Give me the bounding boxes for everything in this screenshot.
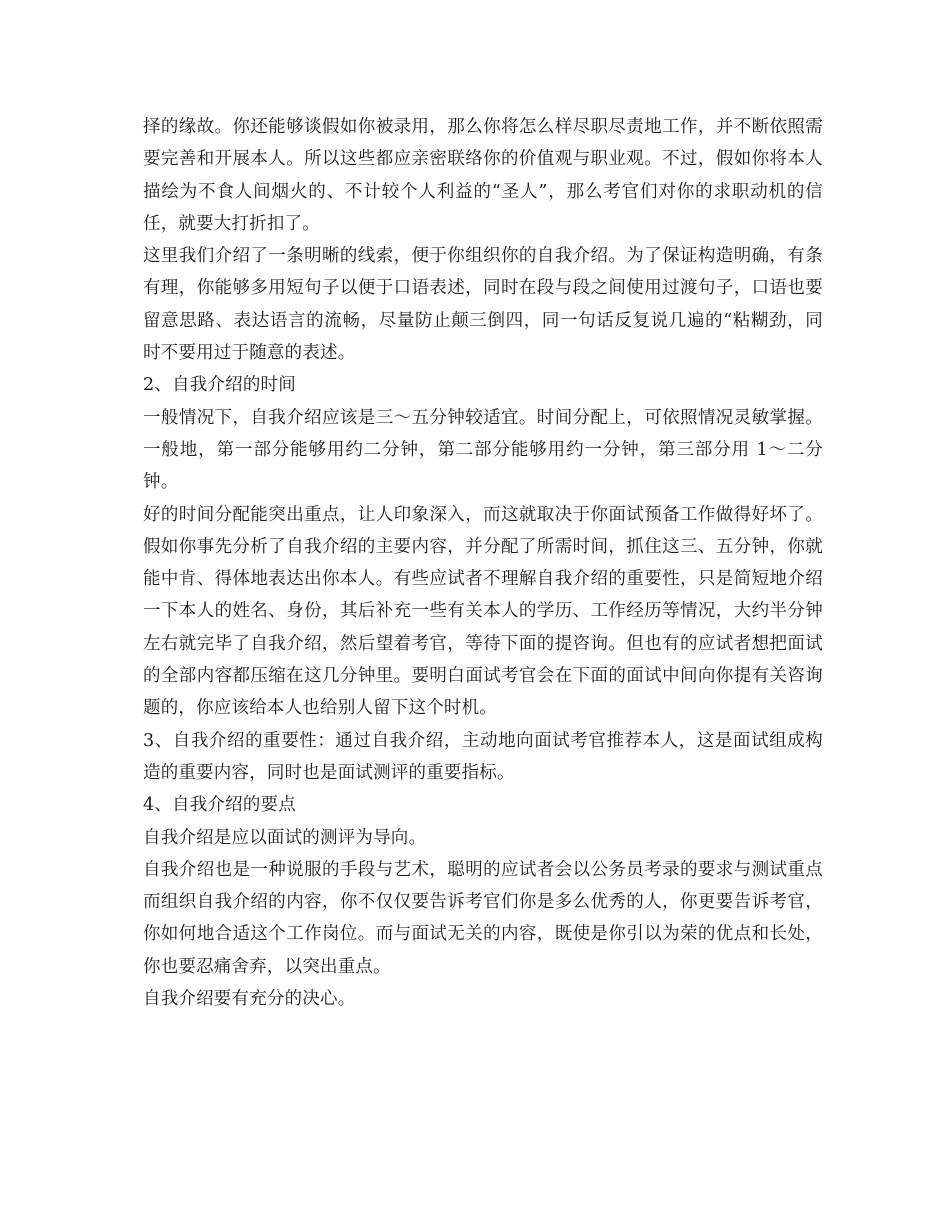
paragraph-confidence: 自我介绍要有充分的决心。	[143, 989, 356, 1010]
paragraph-clue: 这里我们介绍了一条明晰的线索，便于你组织你的自我介绍。为了保证构造明确，有条有理，你能够多用短句子以便于口语表述，同时在段与段之间使用过渡句子，口语也要留意思路、表达语言的流畅，尽量防止颠三倒四，同一句话反复说几遍的“粘糊劲，同时不要用过于随意的表述。	[143, 246, 823, 364]
paragraph-time-allocation: 好的时间分配能突出重点，让人印象深入，而这就取决于你面试预备工作做得好坏了。假如你事先分析了自我介绍的主要内容，并分配了所需时间，抓住这三、五分钟，你就能中肯、得体地表达出你本人。有些应试者不理解自我介绍的重要性，只是简短地介绍一下本人的姓名、身份，其后补充一些有关本人的学历、工作经历等情况，大约半分钟左右就完毕了自我介绍，然后望着考官，等待下面的提咨询。但也有的应试者想把面试的全部内容都压缩在这几分钟里。要明白面试考官会在下面的面试中间向你提有关咨询题的，你应该给本人也给别人留下这个时机。	[143, 504, 823, 719]
paragraph-time: 一般情况下，自我介绍应该是三～五分钟较适宜。时间分配上，可依照情况灵敏掌握。一般地，第一部分能够用约二分钟，第二部分能够用约一分钟，第三部分用 1～二分钟。	[143, 407, 823, 493]
heading-time: 2、自我介绍的时间	[143, 375, 296, 396]
paragraph-persuasion: 自我介绍也是一种说服的手段与艺术，聪明的应试者会以公务员考录的要求与测试重点而组织自我介绍的内容，你不仅仅要告诉考官们你是多么优秀的人，你更要告诉考官，你如何地合适这个工作岗位。而与面试无关的内容，既使是你引以为荣的优点和长处，你也要忍痛舍弃，以突出重点。	[143, 859, 823, 977]
paragraph-orientation: 自我介绍是应以面试的测评为导向。	[143, 827, 427, 848]
paragraph-continuation: 择的缘故。你还能够谈假如你被录用，那么你将怎么样尽职尽责地工作，并不断依照需要完善和开展本人。所以这些都应亲密联络你的价值观与职业观。不过，假如你将本人描绘为不食人间烟火的、不计较个人利益的“圣人”，那么考官们对你的求职动机的信任，就要大打折扣了。	[143, 117, 823, 234]
paragraph-importance: 3、自我介绍的重要性：通过自我介绍，主动地向面试考官推荐本人，这是面试组成构造的重要内容，同时也是面试测评的重要指标。	[143, 730, 823, 783]
document-body	[143, 111, 823, 1015]
heading-key-points: 4、自我介绍的要点	[143, 795, 296, 816]
